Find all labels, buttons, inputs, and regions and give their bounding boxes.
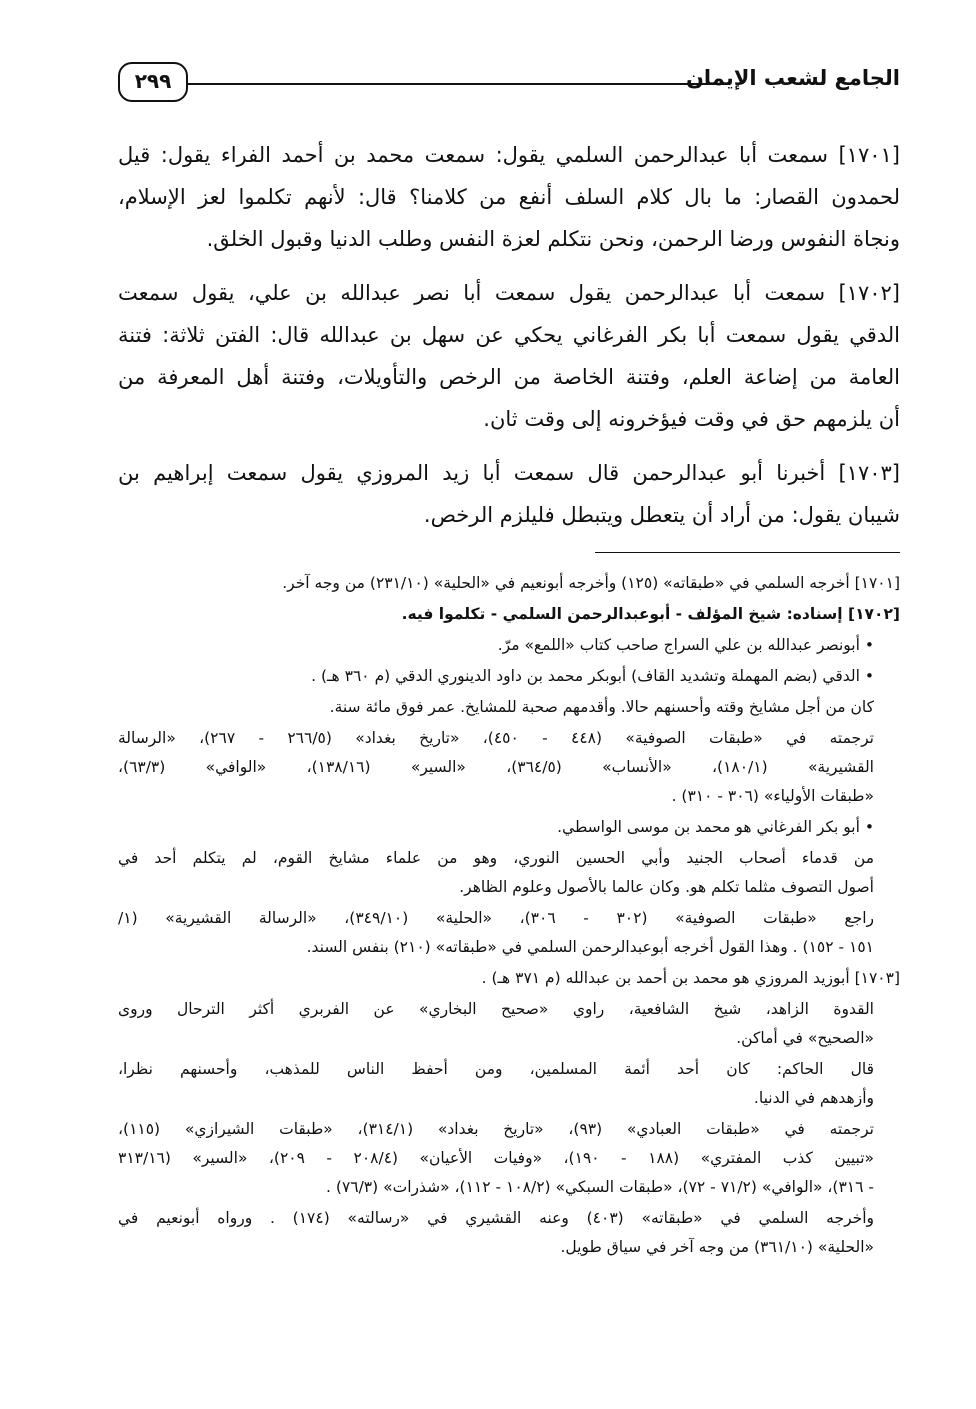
text-line: ترجمته في «طبقات العبادي» (٩٣)، «تاريخ بغداد» (٣١٤/١)، «طبقات الشيرازي» (١١٥)، [118,1120,874,1138]
text-line: [١٧٠٢] إسناده: شيخ المؤلف - أبوعبدالرحمن السلمي - تكلموا فيه. [401,605,900,623]
footnote [118,904,900,962]
text-line: لحمدون القصار: ما بال كلام السلف أنفع من كلامنا؟ قال: لأنهم تكلموا لعز الإسلام، [118,185,900,209]
text-line: - ٣١٦)، «الوافي» (٧١/٢ - ٧٢)، «طبقات السبكي» (١٠٨/٢ - ١١٢)، «شذرات» (٧٦/٣) . [326,1178,874,1196]
page-header [118,58,900,108]
footnote [118,693,900,722]
text-line: راجع «طبقات الصوفية» (٣٠٢ - ٣٠٦)، «الحلية» (٣٤٩/١٠)، «الرسالة القشيرية» (١/ [118,909,874,927]
footnote [118,813,900,842]
text-line: كان من أجل مشايخ وقته وأحسنهم حالا. وأقدمهم صحبة للمشايخ. عمر فوق مائة سنة. [329,698,874,716]
text-line: [١٧٠١] أخرجه السلمي في «طبقاته» (١٢٥) وأخرجه أبونعيم في «الحلية» (٢٣١/١٠) من وجه آخر. [282,574,900,592]
text-line: [١٧٠٣] أخبرنا أبو عبدالرحمن قال سمعت أبا زيد المروزي يقول سمعت إبراهيم بن [118,461,900,485]
footnote [118,569,900,598]
header-rule [188,83,730,85]
footnote [118,995,900,1053]
paragraph [118,272,900,440]
text-line: الدقي يقول سمعت أبا بكر الفرغاني يحكي عن سهل بن عبدالله قال: الفتن ثلاثة: فتنة [118,323,900,347]
footnote [118,1115,900,1202]
text-line: [١٧٠١] سمعت أبا عبدالرحمن السلمي يقول: سمعت محمد بن أحمد الفراء يقول: قيل [118,143,900,167]
footnote [118,724,900,811]
footnote [118,844,900,902]
footnote [118,964,900,993]
text-line: • أبونصر عبدالله بن علي السراج صاحب كتاب «اللمع» مرّ. [497,636,874,654]
footnote [118,631,900,660]
text-line: وأخرجه السلمي في «طبقاته» (٤٠٣) وعنه القشيري في «رسالته» (١٧٤) . ورواه أبونعيم في [118,1209,874,1227]
text-line: «طبقات الأولياء» (٣٠٦ - ٣١٠) . [671,787,874,805]
footnote [118,1055,900,1113]
footnote [118,1204,900,1262]
text-line: «تبيين كذب المفتري» (١٨٨ - ١٩٠)، «وفيات الأعيان» (٢٠٨/٤ - ٢٠٩)، «السير» (٣١٣/١٦ [118,1149,874,1167]
text-line: ونجاة النفوس ورضا الرحمن، ونحن نتكلم لعزة النفس وطلب الدنيا وقبول الخلق. [206,227,900,251]
text-line: • أبو بكر الفرغاني هو محمد بن موسى الواسطي. [557,818,874,836]
text-line: وأزهدهم في الدنيا. [753,1089,874,1107]
text-line: قال الحاكم: كان أحد أئمة المسلمين، ومن أحفظ الناس للمذهب، وأحسنهم نظرا، [118,1060,874,1078]
text-line: «الحلية» (٣٦١/١٠) من وجه آخر في سياق طويل. [560,1238,874,1256]
paragraph [118,134,900,260]
text-line: العامة من إضاعة العلم، وفتنة الخاصة من الرخص والتأويلات، وفتنة أهل المعرفة من [118,365,900,389]
text-line: • الدقي (بضم المهملة وتشديد القاف) أبوبكر محمد بن داود الدينوري الدقي (م ٣٦٠ هـ) . [311,667,874,685]
text-line: من قدماء أصحاب الجنيد وأبي الحسين النوري، وهو من علماء مشايخ القوم، لم يتكلم أحد في [118,849,874,867]
footnote [118,662,900,691]
text-line: القدوة الزاهد، شيخ الشافعية، راوي «صحيح البخاري» عن الفربري أكثر الترحال وروى [118,1000,874,1018]
footnote [118,600,900,629]
running-title: الجامع لشعب الإيمان [685,66,900,90]
footnotes [118,569,900,1264]
paragraph [118,452,900,536]
text-line: «الصحيح» في أماكن. [736,1029,874,1047]
text-line: [١٧٠٢] سمعت أبا عبدالرحمن يقول سمعت أبا نصر عبدالله بن علي، يقول سمعت [118,281,900,305]
text-line: [١٧٠٣] أبوزيد المروزي هو محمد بن أحمد بن عبدالله (م ٣٧١ هـ) . [481,969,900,987]
text-line: ١٥١ - ١٥٢) . وهذا القول أخرجه أبوعبدالرحمن السلمي في «طبقاته» (٢١٠) بنفس السند. [306,938,874,956]
footnote-separator [595,552,900,553]
page-number: ٢٩٩ [118,62,188,102]
text-line: أن يلزمهم حق في وقت فيؤخرونه إلى وقت ثان. [483,407,900,431]
text-line: أصول التصوف مثلما تكلم هو. وكان عالما بالأصول وعلوم الظاهر. [459,878,874,896]
main-text [118,134,900,548]
text-line: ترجمته في «طبقات الصوفية» (٤٤٨ - ٤٥٠)، «تاريخ بغداد» (٢٦٦/٥ - ٢٦٧)، «الرسالة [118,729,874,747]
text-line: شيبان يقول: من أراد أن يتعطل ويتبطل فليلزم الرخص. [423,503,900,527]
text-line: القشيرية» (١٨٠/١)، «الأنساب» (٣٦٤/٥)، «السير» (١٣٨/١٦)، «الوافي» (٦٣/٣)، [118,758,874,776]
